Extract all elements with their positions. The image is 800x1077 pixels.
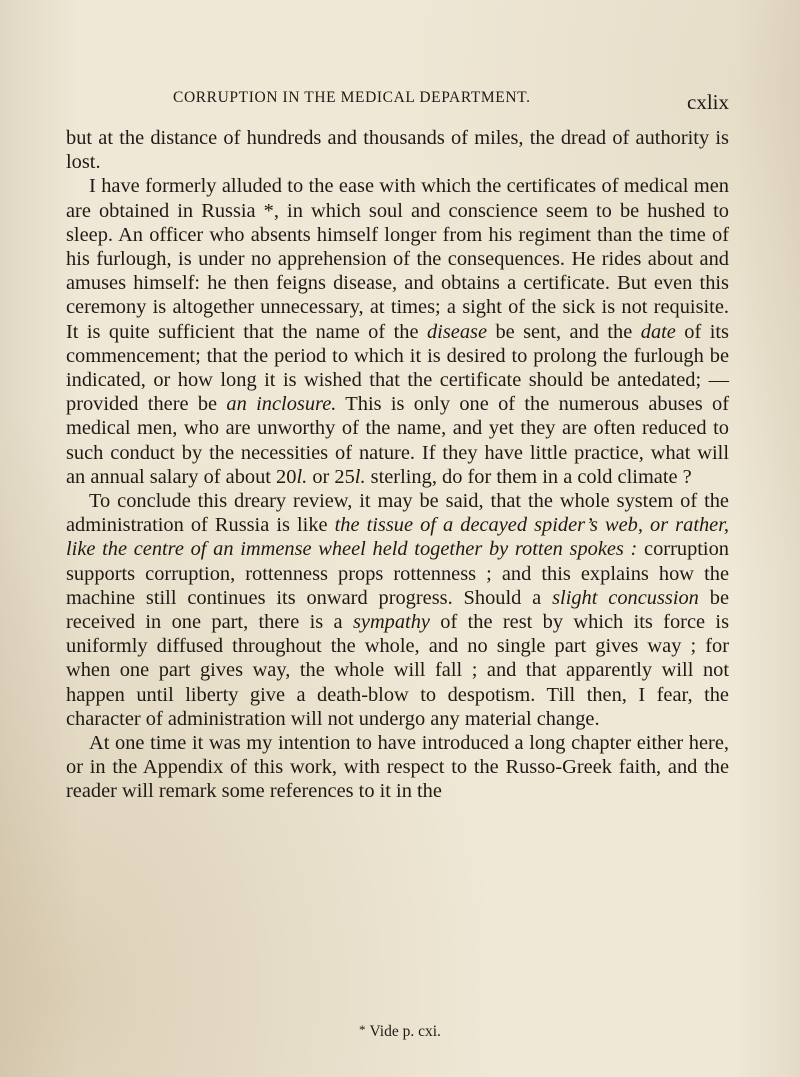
footnote-mark: * [359, 1022, 366, 1037]
paragraph-2-text-b: be sent, and the [487, 320, 641, 343]
paragraph-3 [66, 489, 729, 731]
emphasis-disease: disease [426, 320, 487, 343]
paragraph-3-text-d: of the rest by which its force is uniformly diffused throughout the whole, and no single part gives way ; for when one part gives way, the whole will fall ; and that apparently will not happen until liberty give a death-blow to despotism. Till then, I fear, the character of administration will not undergo any material change. [66, 611, 730, 730]
running-title: CORRUPTION IN THE MEDICAL DEPARTMENT. [173, 89, 531, 106]
footnote-text: Vide p. cxi. [369, 1023, 441, 1040]
paragraph-2-text-d: This is only one of the numerous abuses of medical men, who are unworthy of the name, and yet they are often reduced to such conduct by the necessities of nature. If they have little practice, what will an annual salary of about 20 [66, 393, 730, 488]
paragraph-2-text-c: of its commencement; that the period to which it is desired to prolong the furlough be indicated, or how long it is wished that the certificate should be antedated; — provided there be [66, 320, 729, 416]
paragraph-3-text-b: corruption supports corruption, rottenness props rottenness ; and this explains how the machine still continues its onward progress. Should a [66, 538, 729, 609]
paragraph-4 [66, 731, 729, 804]
paragraph-1 [66, 126, 729, 174]
emphasis-pound-2: l. [354, 465, 366, 488]
paragraph-3-text-a: To conclude this dreary review, it may be said, that the whole system of the administration of Russia is like [66, 490, 729, 537]
running-head [173, 87, 729, 117]
body-text [66, 126, 729, 804]
page-number: cxlix [687, 90, 729, 114]
paragraph-1-text: but at the distance of hundreds and thousands of miles, the dread of authority is lost. [66, 127, 729, 174]
paragraph-2-text-f: sterling, do for them in a cold climate ? [365, 465, 692, 488]
emphasis-pound-1: l. [296, 465, 308, 488]
paragraph-2-text-e: or 25 [307, 465, 355, 488]
paragraph-2-text-a: I have formerly alluded to the ease with which the certificates of medical men are obtained in Russia *, in which soul and conscience seem to be hushed to sleep. An officer who absents himself longer from his regiment than the time of his furlough, is under no apprehension of the consequences. He rides about and amuses himself: he then feigns disease, and obtains a certificate. But even this ceremony is altogether unnecessary, at times; a sight of the sick is not requisite. It is quite sufficient that the name of the [66, 175, 729, 343]
emphasis-sympathy: sympathy [352, 611, 430, 634]
footnote [300, 1023, 500, 1041]
emphasis-inclosure: an inclosure. [226, 393, 337, 416]
emphasis-slight-concussion: slight concussion [552, 586, 699, 609]
paragraph-2 [66, 174, 729, 489]
paragraph-4-text: At one time it was my intention to have introduced a long chapter either here, or in the Appendix of this work, with respect to the Russo-Greek faith, and the reader will remark some references to it in the [66, 732, 729, 803]
paragraph-3-text-c: be received in one part, there is a [66, 586, 729, 634]
emphasis-date: date [640, 320, 676, 343]
emphasis-spider-web: the tissue of a decayed spider’s web, or rather, like the centre of an immense wheel held together by rotten spokes : [66, 514, 729, 561]
